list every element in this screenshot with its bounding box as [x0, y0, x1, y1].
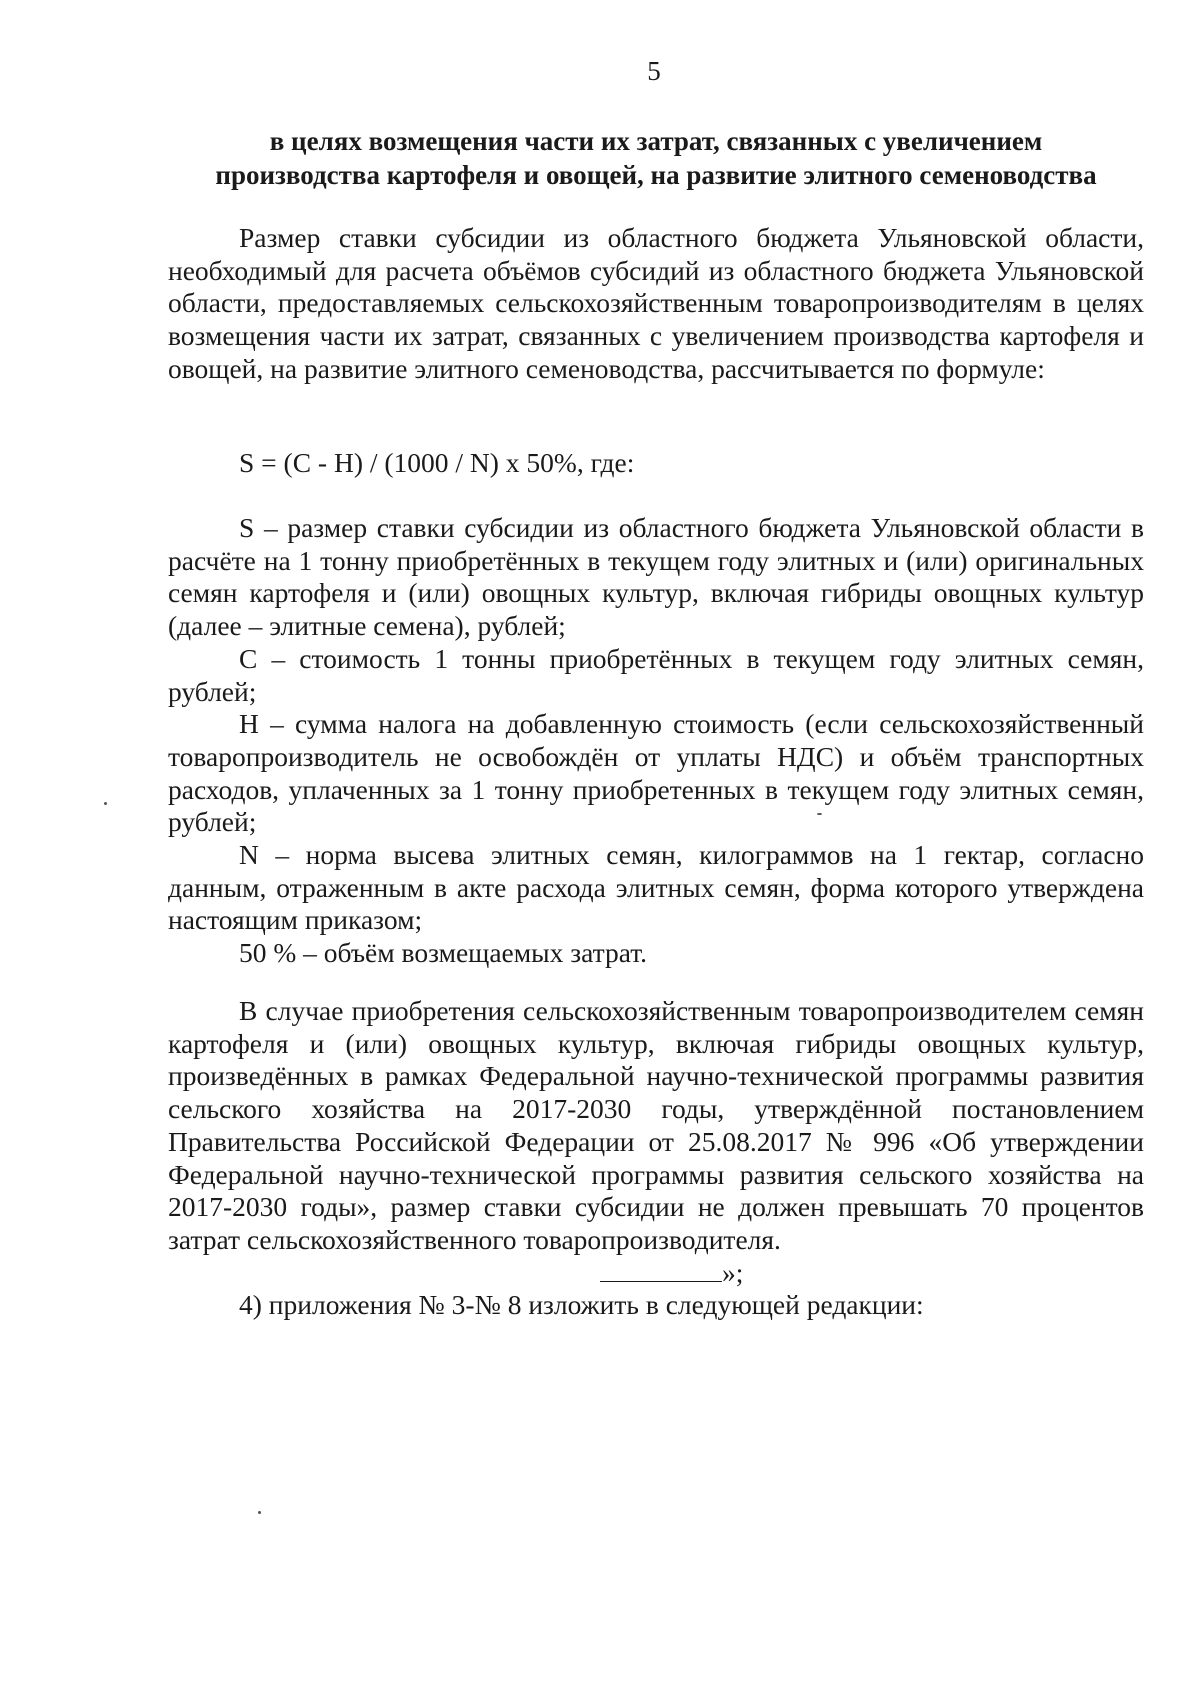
special-case-paragraph: В случае приобретения сельскохозяйственным товаропроизводителем семян картофеля и (или) овощных культур, включая гибриды овощных культур, произведённых в рамках Федеральной научно-технической программы развития сельского хозяйства на 2017-2030 годы, утверждённой постановлением Правительства Российской Федерации от 25.08.2017 № 996 «Об утверждении Федеральной научно-технической программы развития сельского хозяйства на 2017-2030 годы», размер ставки субсидии не должен превышать 70 процентов затрат сельскохозяйственного товаропроизводителя. [168, 995, 1144, 1255]
definition-n: N – норма высева элитных семян, килограммов на 1 гектар, согласно данным, отраженным в акте расхода элитных семян, форма которого утверждена настоящим приказом; [168, 839, 1144, 936]
definition-percent: 50 % – объём возмещаемых затрат. [239, 937, 648, 969]
formula-block [168, 447, 1144, 480]
definition-c: С – стоимость 1 тонны приобретённых в текущем году элитных семян, рублей; [168, 642, 1144, 707]
formula: S = (C - H) / (1000 / N) х 50%, где: [239, 447, 635, 478]
title-line-2: производства картофеля и овощей, на развитие элитного семеноводства [215, 160, 1097, 190]
definition-s: S – размер ставки субсидии из областного бюджета Ульяновской области в расчёте на 1 тонну приобретённых в текущем году элитных и (или) оригинальных семян картофеля и (или) овощных культур, включая гибриды овощных культур (далее – элитные семена), рублей; [168, 512, 1144, 642]
scan-speck [817, 813, 822, 815]
scan-speck [258, 1511, 261, 1514]
closing-blank-line [600, 1257, 722, 1282]
special-case-block [168, 995, 1144, 1322]
scan-speck [104, 802, 107, 805]
intro-block [168, 222, 1144, 386]
item-4: 4) приложения № 3-№ 8 изложить в следующей редакции: [239, 1289, 924, 1321]
intro-paragraph: Размер ставки субсидии из областного бюджета Ульяновской области, необходимый для расчета объёмов субсидий из областного бюджета Ульяновской области, предоставляемых сельскохозяйственным товаропроизводителям в целях возмещения части их затрат, связанных с увеличением производства картофеля и овощей, на развитие элитного семеноводства, рассчитывается по формуле: [168, 222, 1144, 384]
definition-h: Н – сумма налога на добавленную стоимость (если сельскохозяйственный товаропроизводитель не освобождён от уплаты НДС) и объём транспортных расходов, уплаченных за 1 тонну приобретенных в текущем году элитных семян, рублей; [168, 708, 1144, 838]
closing-mark [168, 1257, 1144, 1290]
title-line-1: в целях возмещения части их затрат, связанных с увеличением [269, 126, 1043, 156]
page-number: 5 [647, 56, 661, 86]
closing-quote: »; [722, 1256, 744, 1288]
section-title [168, 124, 1144, 192]
definitions-block [168, 512, 1144, 970]
